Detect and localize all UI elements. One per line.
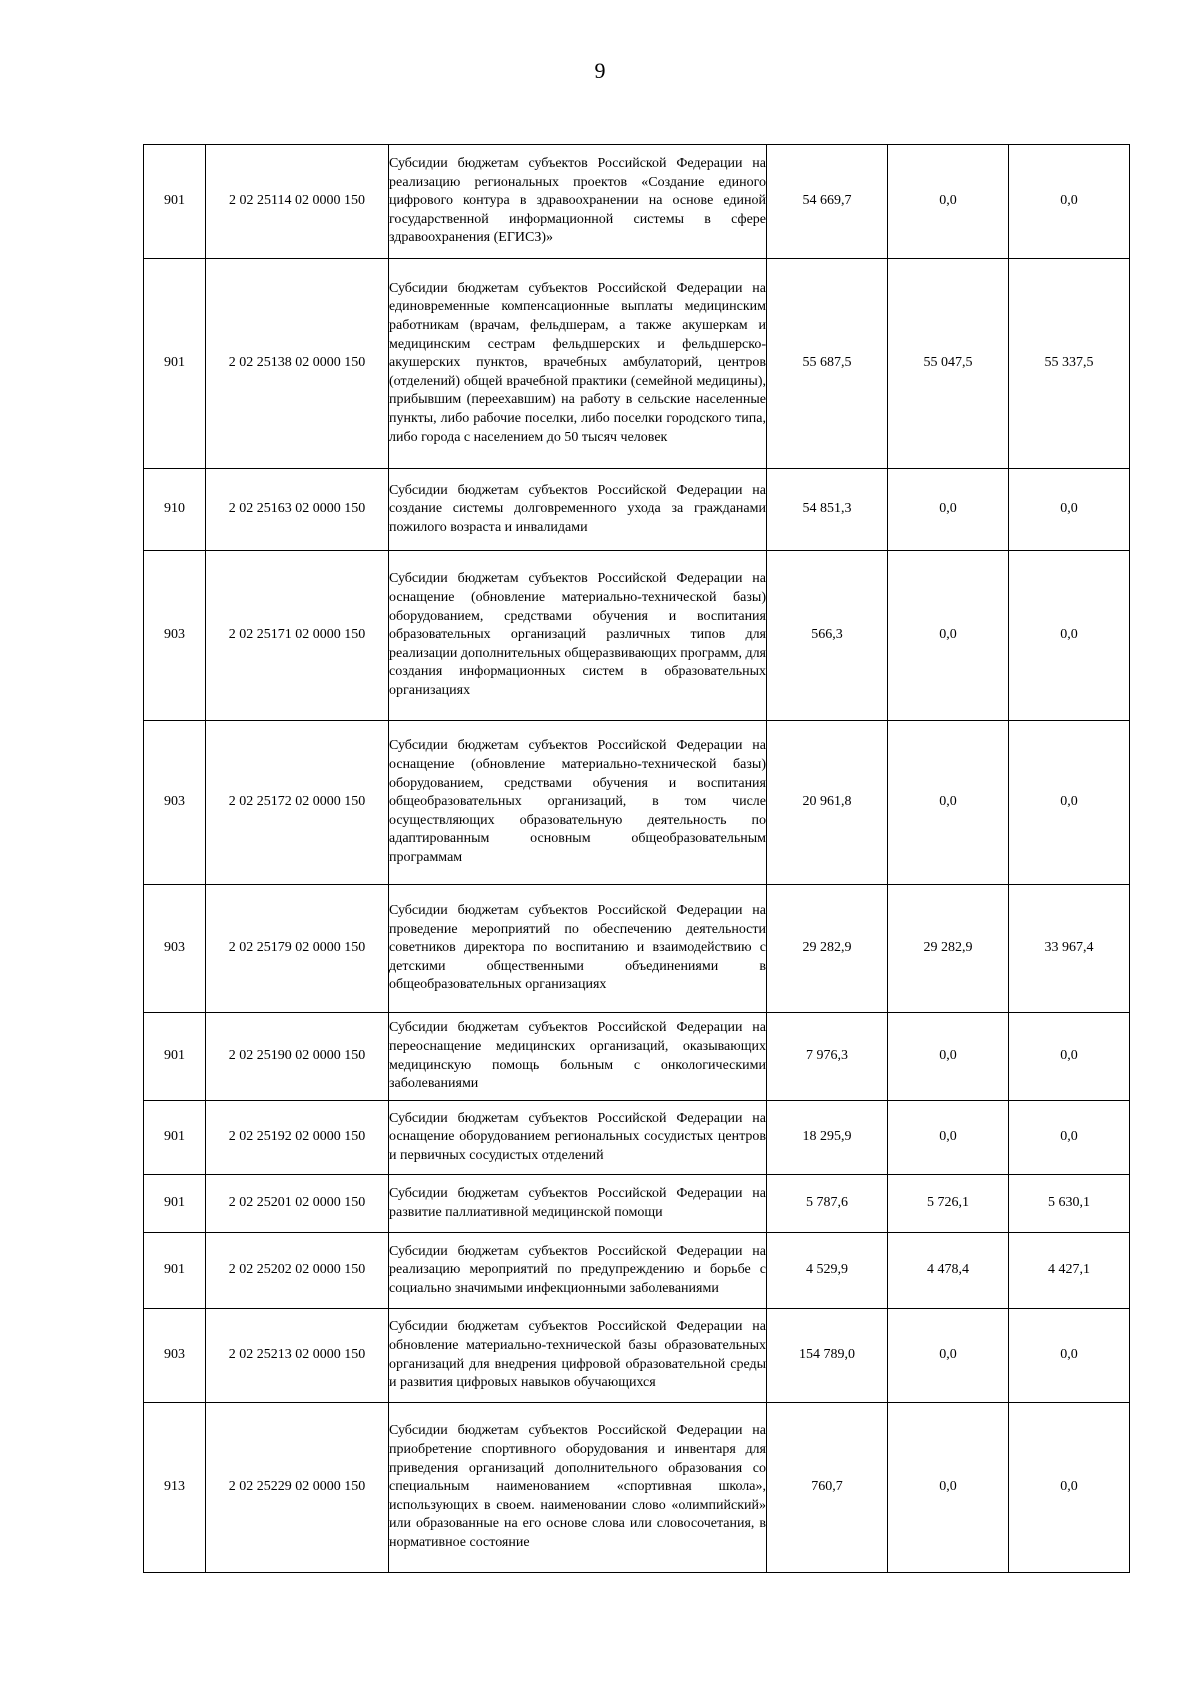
amount-year-1-cell: 20 961,8 [767,721,888,885]
amount-year-3-cell: 0,0 [1009,1309,1130,1403]
administrator-code-cell: 910 [144,469,206,551]
revenue-description-cell: Субсидии бюджетам субъектов Российской Федерации на создание системы долговременного ухода за гражданами пожилого возраста и инвалидами [389,469,767,551]
budget-classification-code-cell: 2 02 25192 02 0000 150 [206,1101,389,1175]
budget-classification-code-cell: 2 02 25201 02 0000 150 [206,1175,389,1233]
table-row [144,1013,1130,1101]
budget-classification-code-cell: 2 02 25179 02 0000 150 [206,885,389,1013]
amount-year-3-cell: 0,0 [1009,145,1130,259]
administrator-code-cell: 903 [144,721,206,885]
table-row [144,1101,1130,1175]
budget-classification-code-cell: 2 02 25172 02 0000 150 [206,721,389,885]
administrator-code-cell: 901 [144,145,206,259]
revenue-description-cell: Субсидии бюджетам субъектов Российской Федерации на переоснащение медицинских организаций, оказывающих медицинскую помощь больным с онкологическими заболеваниями [389,1013,767,1101]
amount-year-3-cell: 4 427,1 [1009,1233,1130,1309]
table-row [144,1403,1130,1573]
table-row [144,145,1130,259]
administrator-code-cell: 903 [144,1309,206,1403]
revenue-description-cell: Субсидии бюджетам субъектов Российской Федерации на оснащение оборудованием региональных сосудистых центров и первичных сосудистых отделений [389,1101,767,1175]
amount-year-2-cell: 0,0 [888,469,1009,551]
amount-year-1-cell: 7 976,3 [767,1013,888,1101]
administrator-code-cell: 901 [144,1233,206,1309]
amount-year-1-cell: 760,7 [767,1403,888,1573]
budget-classification-code-cell: 2 02 25114 02 0000 150 [206,145,389,259]
page-number: 9 [594,58,606,83]
amount-year-2-cell: 0,0 [888,145,1009,259]
administrator-code-cell: 901 [144,1175,206,1233]
table-row [144,885,1130,1013]
administrator-code-cell: 901 [144,259,206,469]
amount-year-3-cell: 5 630,1 [1009,1175,1130,1233]
administrator-code-cell: 903 [144,885,206,1013]
table-row [144,1233,1130,1309]
amount-year-3-cell: 0,0 [1009,721,1130,885]
budget-classification-code-cell: 2 02 25163 02 0000 150 [206,469,389,551]
administrator-code-cell: 901 [144,1101,206,1175]
administrator-code-cell: 903 [144,551,206,721]
revenue-description-cell: Субсидии бюджетам субъектов Российской Федерации на приобретение спортивного оборудования и инвентаря для приведения организаций дополнительного образования со специальным наименованием «спортивная школа», использующих в своем. наименовании слово «олимпийский» или образованные на его основе слова или словосочетания, в нормативное состояние [389,1403,767,1573]
amount-year-1-cell: 154 789,0 [767,1309,888,1403]
amount-year-3-cell: 55 337,5 [1009,259,1130,469]
amount-year-3-cell: 0,0 [1009,551,1130,721]
revenue-description-cell: Субсидии бюджетам субъектов Российской Федерации на реализацию региональных проектов «Создание единого цифрового контура в здравоохранении на основе единой государственной информационной системы в сфере здравоохранения (ЕГИСЗ)» [389,145,767,259]
revenue-description-cell: Субсидии бюджетам субъектов Российской Федерации на единовременные компенсационные выплаты медицинским работникам (врачам, фельдшерам, а также акушеркам и медицинским сестрам фельдшерских и фельдшерско-акушерских пунктов, врачебных амбулаторий, центров (отделений) общей врачебной практики (семейной медицины), прибывшим (переехавшим) на работу в сельские населенные пункты, либо рабочие поселки, либо поселки городского типа, либо города с населением до 50 тысяч человек [389,259,767,469]
amount-year-3-cell: 0,0 [1009,1403,1130,1573]
amount-year-1-cell: 18 295,9 [767,1101,888,1175]
amount-year-2-cell: 0,0 [888,551,1009,721]
revenue-description-cell: Субсидии бюджетам субъектов Российской Федерации на оснащение (обновление материально-технической базы) оборудованием, средствами обучения и воспитания образовательных организаций различных типов для реализации дополнительных общеразвивающих программ, для создания информационных систем в образовательных организациях [389,551,767,721]
amount-year-1-cell: 5 787,6 [767,1175,888,1233]
amount-year-1-cell: 54 851,3 [767,469,888,551]
revenue-description-cell: Субсидии бюджетам субъектов Российской Федерации на обновление материально-технической базы образовательных организаций для внедрения цифровой образовательной среды и развития цифровых навыков обучающихся [389,1309,767,1403]
budget-classification-code-cell: 2 02 25171 02 0000 150 [206,551,389,721]
administrator-code-cell: 901 [144,1013,206,1101]
amount-year-3-cell: 33 967,4 [1009,885,1130,1013]
table-row [144,721,1130,885]
amount-year-2-cell: 0,0 [888,1013,1009,1101]
table-row [144,259,1130,469]
amount-year-1-cell: 29 282,9 [767,885,888,1013]
revenue-description-cell: Субсидии бюджетам субъектов Российской Федерации на проведение мероприятий по обеспечению деятельности советников директора по воспитанию и взаимодействию с детскими общественными объединениями в общеобразовательных организациях [389,885,767,1013]
amount-year-2-cell: 55 047,5 [888,259,1009,469]
amount-year-2-cell: 29 282,9 [888,885,1009,1013]
budget-classification-code-cell: 2 02 25138 02 0000 150 [206,259,389,469]
revenue-description-cell: Субсидии бюджетам субъектов Российской Федерации на реализацию мероприятий по предупреждению и борьбе с социально значимыми инфекционными заболеваниями [389,1233,767,1309]
budget-classification-code-cell: 2 02 25229 02 0000 150 [206,1403,389,1573]
amount-year-1-cell: 4 529,9 [767,1233,888,1309]
amount-year-2-cell: 0,0 [888,1309,1009,1403]
amount-year-1-cell: 55 687,5 [767,259,888,469]
table-row [144,551,1130,721]
amount-year-1-cell: 566,3 [767,551,888,721]
revenue-description-cell: Субсидии бюджетам субъектов Российской Федерации на развитие паллиативной медицинской помощи [389,1175,767,1233]
budget-classification-code-cell: 2 02 25213 02 0000 150 [206,1309,389,1403]
amount-year-3-cell: 0,0 [1009,1101,1130,1175]
budget-classification-code-cell: 2 02 25202 02 0000 150 [206,1233,389,1309]
amount-year-2-cell: 5 726,1 [888,1175,1009,1233]
amount-year-1-cell: 54 669,7 [767,145,888,259]
amount-year-2-cell: 0,0 [888,721,1009,885]
amount-year-3-cell: 0,0 [1009,469,1130,551]
budget-revenue-table [143,144,1130,1573]
revenue-description-cell: Субсидии бюджетам субъектов Российской Федерации на оснащение (обновление материально-технической базы) оборудованием, средствами обучения и воспитания общеобразовательных организаций, в том числе осуществляющих образовательную деятельность по адаптированным основным общеобразовательным программам [389,721,767,885]
budget-classification-code-cell: 2 02 25190 02 0000 150 [206,1013,389,1101]
table-row [144,1309,1130,1403]
administrator-code-cell: 913 [144,1403,206,1573]
amount-year-2-cell: 0,0 [888,1403,1009,1573]
amount-year-2-cell: 0,0 [888,1101,1009,1175]
table-row [144,469,1130,551]
amount-year-2-cell: 4 478,4 [888,1233,1009,1309]
table-row [144,1175,1130,1233]
amount-year-3-cell: 0,0 [1009,1013,1130,1101]
